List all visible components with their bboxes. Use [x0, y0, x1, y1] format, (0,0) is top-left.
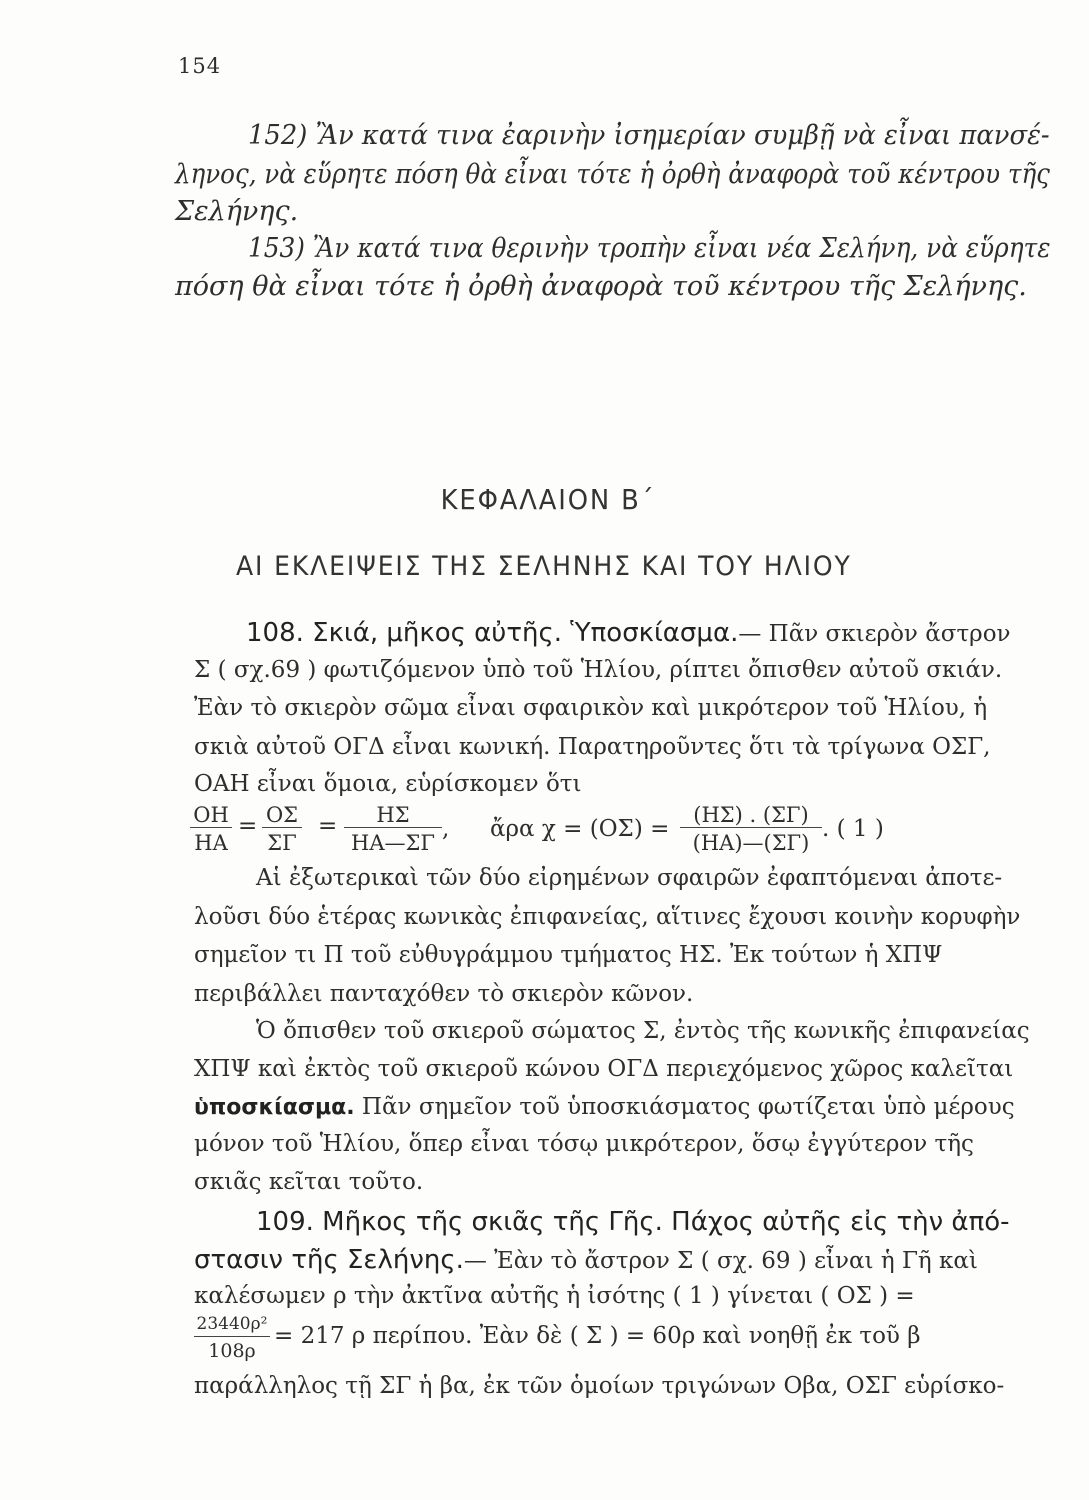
formula-frac-2-denominator: ΣΓ — [267, 831, 297, 855]
formula-frac-3-denominator: ΗΑ—ΣΓ — [351, 831, 435, 855]
page-number: 154 — [178, 54, 222, 78]
section-108-line-1 — [246, 620, 1011, 646]
formula-frac-1-denominator: ΗΑ — [194, 831, 228, 855]
formula-tag-1: . ( 1 ) — [822, 816, 884, 842]
section-108-p3-line-5: σκιᾶς κεῖται τοῦτο. — [194, 1169, 424, 1195]
formula-frac-4-denominator: (ΗΑ)—(ΣΓ) — [692, 831, 810, 855]
formula-2-numerator: 23440ρ² — [196, 1314, 268, 1334]
section-109-line-2: καλέσωμεν ρ τὴν ἀκτῖνα αὐτῆς ἡ ἰσότης ( 1 ) γίνεται ( ΟΣ ) = — [194, 1283, 915, 1309]
formula-2-denominator: 108ρ — [208, 1340, 256, 1362]
section-109-line-3: = 217 ρ περίπου. Ἐὰν δὲ ( Σ ) = 60ρ καὶ νοηθῇ ἐκ τοῦ β — [274, 1323, 921, 1349]
exercise-152-line-2: ληνος, νὰ εὕρητε πόση θὰ εἶναι τότε ἡ ὀρθὴ ἀναφορὰ τοῦ κέντρου τῆς — [175, 159, 1050, 190]
chapter-label: ΚΕΦΑΛΑΙΟΝ Β΄ — [440, 483, 656, 516]
formula-frac-2-bar — [262, 827, 302, 828]
section-108-line-5: ΟΑΗ εἶναι ὅμοια, εὑρίσκομεν ὅτι — [194, 771, 582, 797]
section-108-line-4: σκιὰ αὐτοῦ ΟΓΔ εἶναι κωνική. Παρατηροῦντες ὅτι τὰ τρίγωνα ΟΣΓ, — [194, 734, 991, 760]
section-108-p2-line-2: λοῦσι δύο ἑτέρας κωνικὰς ἐπιφανείας, αἵτινες ἔχουσι κοινὴν κορυφὴν — [194, 904, 1021, 930]
section-108-p2-line-3: σημεῖον τι Π τοῦ εὐθυγράμμου τμήματος ΗΣ. Ἐκ τούτων ἡ ΧΠΨ — [194, 942, 943, 968]
formula-equals-1: = — [238, 813, 258, 839]
exercise-152-line-1: 152) Ἂν κατά τινα ἐαρινὴν ἰσημερίαν συμβῇ νὰ εἶναι πανσέ- — [248, 120, 1050, 151]
section-109-line-1 — [194, 1247, 978, 1273]
section-108-line-1-text: — Πᾶν σκιερὸν ἄστρον — [738, 621, 1011, 647]
section-108-p2-line-4: περιβάλλει πανταχόθεν τὸ σκιερὸν κῶνον. — [194, 981, 694, 1007]
formula-frac-4-numerator: (ΗΣ) . (ΣΓ) — [693, 803, 809, 827]
exercise-153-line-1: 153) Ἂν κατά τινα θερινὴν τροπὴν εἶναι νέα Σελήνη, νὰ εὕρητε — [248, 233, 1051, 264]
formula-frac-1-bar — [190, 827, 232, 828]
chapter-title: ΑΙ ΕΚΛΕΙΨΕΙΣ ΤΗΣ ΣΕΛΗΝΗΣ ΚΑΙ ΤΟΥ ΗΛΙΟΥ — [236, 551, 852, 582]
formula-frac-1-numerator: ΟΗ — [193, 803, 229, 827]
formula-frac-3-bar — [344, 827, 442, 828]
formula-comma: , — [442, 816, 450, 842]
section-108-line-2: Σ ( σχ.69 ) φωτιζόμενον ὑπὸ τοῦ Ἡλίου, ρίπτει ὄπισθεν αὐτοῦ σκιάν. — [194, 657, 1003, 683]
formula-frac-4-bar — [680, 827, 822, 828]
formula-frac-2-numerator: ΟΣ — [265, 803, 299, 827]
exercise-153-line-2: πόση θὰ εἶναι τότε ἡ ὀρθὴ ἀναφορὰ τοῦ κέντρου τῆς Σελήνης. — [175, 271, 1027, 302]
section-108-heading: 108. Σκιά, μῆκος αὐτῆς. Ὑποσκίασμα. — [246, 618, 739, 648]
term-hyposkiasma: ὑποσκίασμα. — [194, 1095, 355, 1120]
exercise-152-line-3: Σελήνης. — [175, 196, 299, 227]
section-108-line-3: Ἐὰν τὸ σκιερὸν σῶμα εἶναι σφαιρικὸν καὶ μικρότερον τοῦ Ἡλίου, ἡ — [194, 695, 988, 721]
section-108-p3-line-2: ΧΠΨ καὶ ἐκτὸς τοῦ σκιεροῦ κώνου ΟΓΔ περιεχόμενος χῶρος καλεῖται — [194, 1056, 1014, 1082]
formula-frac-3-numerator: ΗΣ — [376, 803, 410, 827]
formula-therefore-x: ἄρα χ = (ΟΣ) = — [490, 816, 670, 842]
section-109-line-4: παράλληλος τῇ ΣΓ ἡ βα, ἐκ τῶν ὁμοίων τριγώνων Οβα, ΟΣΓ εὑρίσκο- — [194, 1373, 1005, 1399]
formula-equals-2: = — [318, 813, 338, 839]
section-108-p3-line-4: μόνον τοῦ Ἡλίου, ὅπερ εἶναι τόσῳ μικρότερον, ὅσῳ ἐγγύτερον τῆς — [194, 1131, 974, 1157]
section-108-p2-line-1: Αἱ ἐξωτερικαὶ τῶν δύο εἰρημένων σφαιρῶν ἐφαπτόμεναι ἀποτε- — [256, 865, 1003, 891]
section-109-heading-line-1: 109. Μῆκος τῆς σκιᾶς τῆς Γῆς. Πάχος αὐτῆς εἰς τὴν ἀπό- — [256, 1207, 1010, 1237]
section-108-p3-line-1: Ὁ ὄπισθεν τοῦ σκιεροῦ σώματος Σ, ἐντὸς τῆς κωνικῆς ἐπιφανείας — [256, 1018, 1030, 1044]
formula-2-bar — [194, 1336, 270, 1337]
section-109-heading-line-2: στασιν τῆς Σελήνης. — [194, 1245, 464, 1275]
section-109-line-1-text: — Ἐὰν τὸ ἄστρον Σ ( σχ. 69 ) εἶναι ἡ Γῆ καὶ — [463, 1248, 978, 1274]
section-108-p3-line-3-text: Πᾶν σημεῖον τοῦ ὑποσκιάσματος φωτίζεται ὑπὸ μέρους — [354, 1094, 1015, 1120]
section-108-p3-line-3 — [194, 1096, 1015, 1119]
